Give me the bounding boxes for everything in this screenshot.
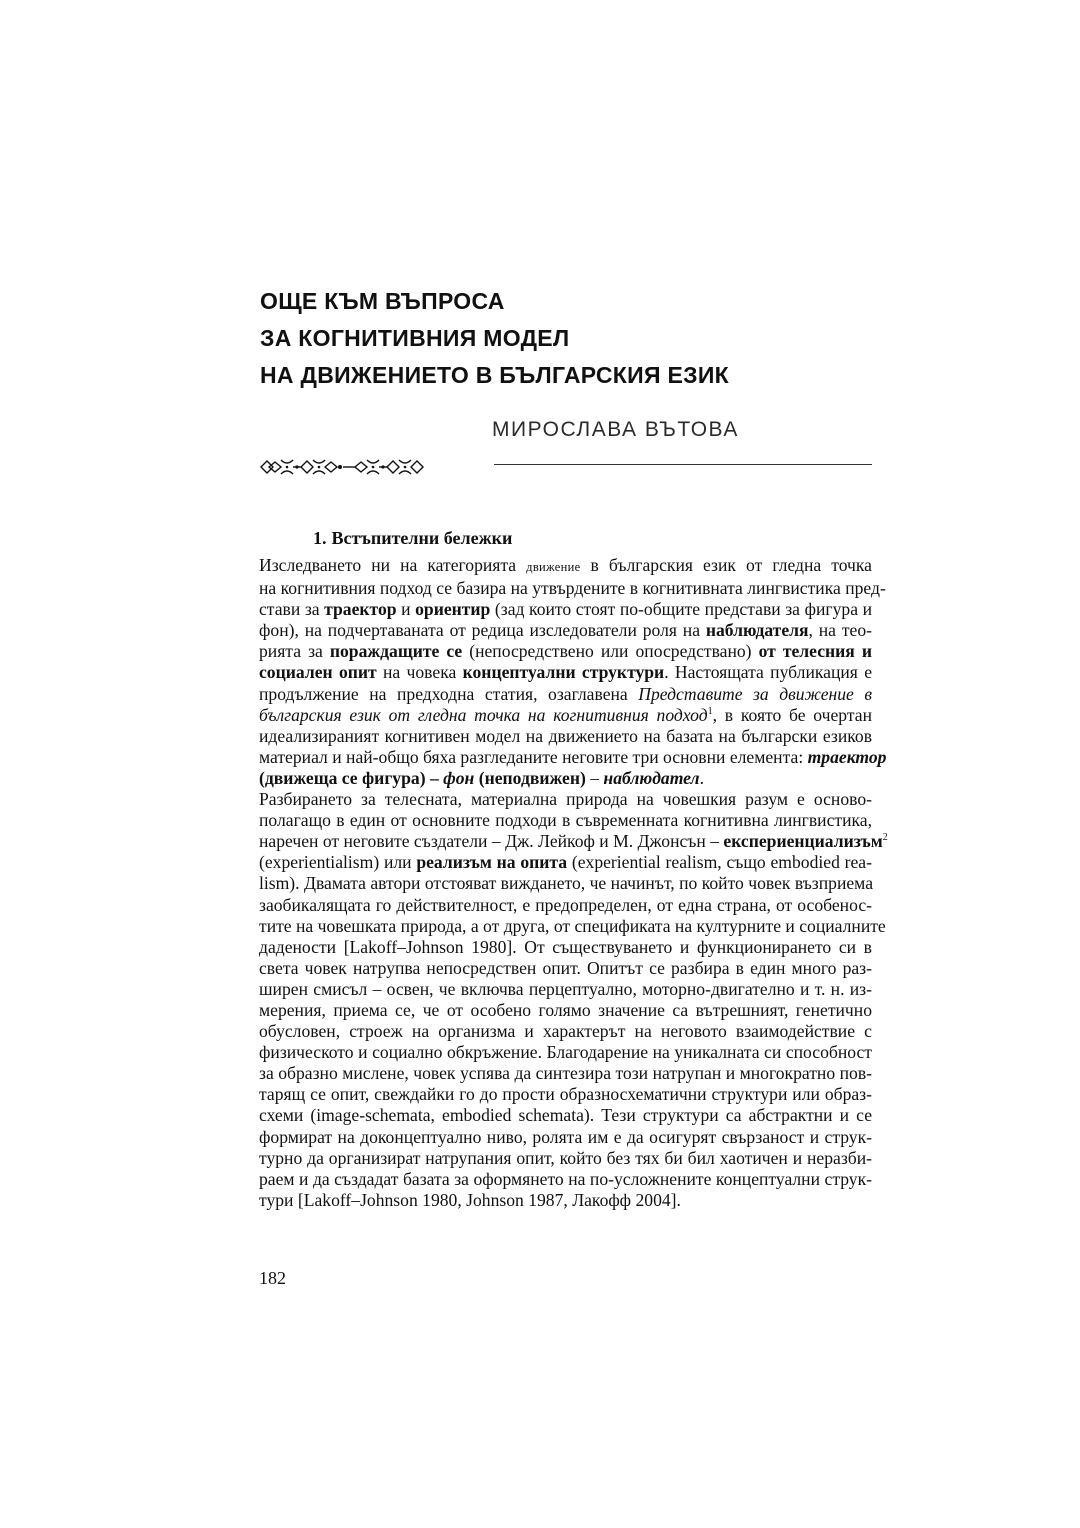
paragraph-2 xyxy=(208,789,888,1211)
text-line: формират на доконцептуално ниво, ролята им е да осигурят свързаност и струк- xyxy=(259,1126,872,1147)
footnote-ref: 1 xyxy=(707,705,713,717)
author-rule xyxy=(494,464,872,465)
text-line: Разбирането за телесната, материална природа на човешкия разум е осново- xyxy=(259,789,872,810)
text-line: тарящ се опит, свеждайки го до прости образносхематични структури или образ- xyxy=(259,1084,872,1105)
text-line: света човек натрупва непосредствен опит. Опитът се разбира в един много раз- xyxy=(259,957,872,978)
text-line: тури [Lakoff–Johnson 1980, Johnson 1987, Лакофф 2004]. xyxy=(259,1189,681,1210)
text-line: мерения, приема се, че от особено голямо значение са вътрешният, генетично xyxy=(259,999,872,1020)
text-line: за образно мислене, човек успява да синтезира този натрупан и многократно пов- xyxy=(259,1063,872,1084)
title-line: ЗА КОГНИТИВНИЯ МОДЕЛ xyxy=(260,325,570,351)
text-line: българския език от гледна точка на когнитивния подход$^1$, в която бе очертан xyxy=(259,704,872,725)
page-number: 182 xyxy=(259,1268,286,1288)
text-line: обусловен, строеж на организма и характерът на неговото взаимодействие с xyxy=(259,1021,872,1042)
section-title: Встъпителни бележки xyxy=(331,528,513,548)
text-line: схеми (image-schemata, embodied schemata). Тези структури са абстрактни и се xyxy=(259,1105,872,1126)
text-line: идеализираният когнитивен модел на движението на базата на български езиков xyxy=(259,725,872,746)
text-line: рията за пораждащите се (непосредствено или опосредствано) от телесния и xyxy=(259,641,872,662)
text-line: (движеща се фигура) – фон (неподвижен) – наблюдател. xyxy=(259,767,704,788)
text-line: раем и да създадат базата за оформянето на по-усложнените концептуални струк- xyxy=(259,1168,872,1189)
text-line: стави за траектор и ориентир (зад които стоят по-общите представи за фигура и xyxy=(259,599,872,620)
decorative-ornament xyxy=(259,456,427,478)
footnote-ref: 2 xyxy=(882,832,888,844)
title-line: НА ДВИЖЕНИЕТО В БЪЛГАРСКИЯ ЕЗИК xyxy=(260,362,729,388)
paragraph-1 xyxy=(208,555,887,789)
text-line: ширен смисъл – освен, че включва перцептуално, моторно-двигателно и т. н. из- xyxy=(259,978,872,999)
text-line: lism). Двамата автори отстояват виждането, че начинът, по който човек възприема xyxy=(259,873,874,894)
text-line: фон), на подчертаваната от редица изследователи роля на наблюдателя, на тео- xyxy=(259,620,872,641)
title-line: ОЩЕ КЪМ ВЪПРОСА xyxy=(260,288,505,314)
text-line: (experientialism) или реализъм на опита (experiential realism, също embodied rea- xyxy=(259,852,872,873)
text-line: продължение на предходна статия, озаглавена Представите за движение в xyxy=(259,683,872,704)
body-text xyxy=(208,555,888,1211)
text-line: наречен от неговите създатели – Дж. Лейкоф и М. Джонсън – експериенциализъм$^2$ xyxy=(259,831,888,852)
text-line: физическото и социално обкръжение. Благодарение на уникалната си способност xyxy=(259,1042,872,1063)
section-heading xyxy=(313,527,512,549)
author-name: МИРОСЛАВА ВЪТОВА xyxy=(492,418,739,441)
small-caps-term: движение xyxy=(526,560,581,574)
text-line: материал и най-общо бяха разгледаните неговите три основни елемента: траектор xyxy=(259,746,887,767)
text-line: дадености [Lakoff–Johnson 1980]. От съществуването и функционирането си в xyxy=(259,936,872,957)
section-number: 1. xyxy=(313,528,327,548)
text-line: на когнитивния подход се базира на утвърдените в когнитивната лингвистика пред- xyxy=(259,578,886,599)
article-title xyxy=(260,283,880,394)
text-line: турно да организират натрупания опит, който без тях би бил хаотичен и неразби- xyxy=(259,1147,872,1168)
text-line: заобикалящата го действителност, е предопределен, от една страна, от особенос- xyxy=(259,894,872,915)
text-line: Изследването ни на категорията движение в българския език от гледна точка xyxy=(259,555,872,575)
text-line: тите на човешката природа, а от друга, от спецификата на културните и социалните xyxy=(259,915,886,936)
text-line: полагащо в един от основните подходи в съвременната когнитивна лингвистика, xyxy=(259,810,872,831)
text-line: социален опит на човека концептуални структури. Настоящата публикация е xyxy=(259,662,872,683)
